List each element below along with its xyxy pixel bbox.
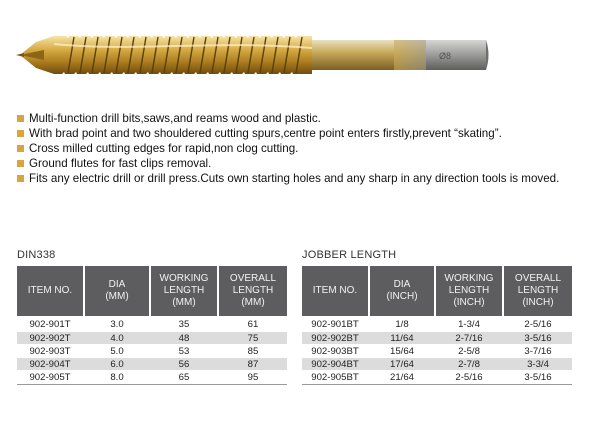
feature-item (17, 156, 577, 171)
cell-overall-length: 3-5/16 (524, 372, 552, 383)
header-overall-length: OVERALL LENGTH (MM) (219, 266, 287, 316)
cell-item-no: 902-903T (29, 346, 71, 357)
cell-overall-length: 3-3/4 (527, 359, 549, 370)
header-working-length: WORKING LENGTH (MM) (151, 266, 217, 316)
feature-item (17, 111, 577, 126)
cell-dia: 17/64 (389, 359, 414, 370)
cell-working-length: 1-3/4 (458, 319, 480, 330)
cell-working-length: 35 (178, 319, 190, 330)
table-header (17, 266, 287, 316)
header-overall-length: OVERALL LENGTH (INCH) (504, 266, 572, 316)
bullet-square-icon (17, 145, 24, 152)
cell-dia: 21/64 (389, 372, 414, 383)
feature-text: Fits any electric drill or drill press.Cuts own starting holes and any sharp in any direction tools is moved. (29, 172, 560, 185)
table-body (17, 316, 287, 385)
feature-text: With brad point and two shouldered cutting spurs,centre point enters firstly,prevent “skating”. (29, 127, 502, 140)
table-row (302, 370, 572, 383)
feature-text: Multi-function drill bits,saws,and reams wood and plastic. (29, 112, 321, 125)
drill-shank-end (426, 40, 486, 70)
cell-dia: 5.0 (110, 346, 124, 357)
cell-overall-length: 3-5/16 (524, 333, 552, 344)
cell-item-no: 902-904T (29, 359, 71, 370)
cell-dia: 8.0 (110, 372, 124, 383)
svg-text:Ø8: Ø8 (439, 51, 452, 61)
feature-item (17, 141, 577, 156)
table-bottom-rule (17, 384, 287, 385)
cell-working-length: 56 (178, 359, 190, 370)
cell-item-no: 902-903BT (311, 346, 359, 357)
cell-overall-length: 61 (247, 319, 259, 330)
table-row (302, 357, 572, 370)
table-row (17, 344, 287, 357)
cell-item-no: 902-902T (29, 333, 71, 344)
cell-dia: 11/64 (390, 333, 414, 344)
jobber-length-table-block (302, 248, 572, 385)
bullet-square-icon (17, 115, 24, 122)
cell-overall-length: 3-7/16 (524, 346, 552, 357)
cell-overall-length: 95 (247, 372, 259, 383)
cell-dia: 6.0 (110, 359, 124, 370)
feature-list (17, 111, 577, 186)
table-row (302, 331, 572, 344)
table-row (302, 318, 572, 331)
table-body (302, 316, 572, 385)
cell-dia: 1/8 (395, 319, 409, 330)
header-item-no: ITEM NO. (302, 266, 368, 316)
table-row (17, 370, 287, 383)
cell-working-length: 2-5/16 (455, 372, 483, 383)
table-title: DIN338 (17, 249, 56, 261)
header-dia: DIA (INCH) (370, 266, 434, 316)
cell-dia: 15/64 (389, 346, 414, 357)
bullet-square-icon (17, 160, 24, 167)
bullet-square-icon (17, 130, 24, 137)
cell-overall-length: 2-5/16 (524, 319, 552, 330)
feature-text: Ground flutes for fast clips removal. (29, 157, 212, 170)
cell-working-length: 2-7/8 (458, 359, 480, 370)
cell-overall-length: 87 (247, 359, 259, 370)
table-row (17, 357, 287, 370)
cell-item-no: 902-901T (29, 319, 71, 330)
cell-working-length: 65 (178, 372, 190, 383)
cell-dia: 3.0 (110, 319, 124, 330)
header-item-no: ITEM NO. (17, 266, 83, 316)
header-dia: DIA (MM) (85, 266, 149, 316)
table-title: JOBBER LENGTH (302, 249, 397, 261)
header-working-length: WORKING LENGTH (INCH) (436, 266, 502, 316)
feature-item (17, 126, 577, 141)
cell-item-no: 902-901BT (311, 319, 359, 330)
table-bottom-rule (302, 384, 572, 385)
cell-overall-length: 75 (247, 333, 259, 344)
cell-item-no: 902-905BT (311, 372, 359, 383)
cell-item-no: 902-902BT (311, 333, 359, 344)
table-row (302, 344, 572, 357)
bullet-square-icon (17, 175, 24, 182)
table-row (17, 318, 287, 331)
cell-item-no: 902-904BT (311, 359, 359, 370)
cell-working-length: 2-7/16 (455, 333, 483, 344)
cell-working-length: 2-5/8 (458, 346, 480, 357)
table-row (17, 331, 287, 344)
feature-text: Cross milled cutting edges for rapid,non clog cutting. (29, 142, 299, 155)
cell-working-length: 48 (178, 333, 190, 344)
cell-dia: 4.0 (110, 333, 124, 344)
din338-table-block (17, 248, 287, 385)
feature-item (17, 171, 577, 186)
cell-item-no: 902-905T (29, 372, 71, 383)
cell-overall-length: 85 (247, 346, 259, 357)
drill-bit-image (14, 22, 492, 92)
table-header (302, 266, 572, 316)
cell-working-length: 53 (178, 346, 190, 357)
